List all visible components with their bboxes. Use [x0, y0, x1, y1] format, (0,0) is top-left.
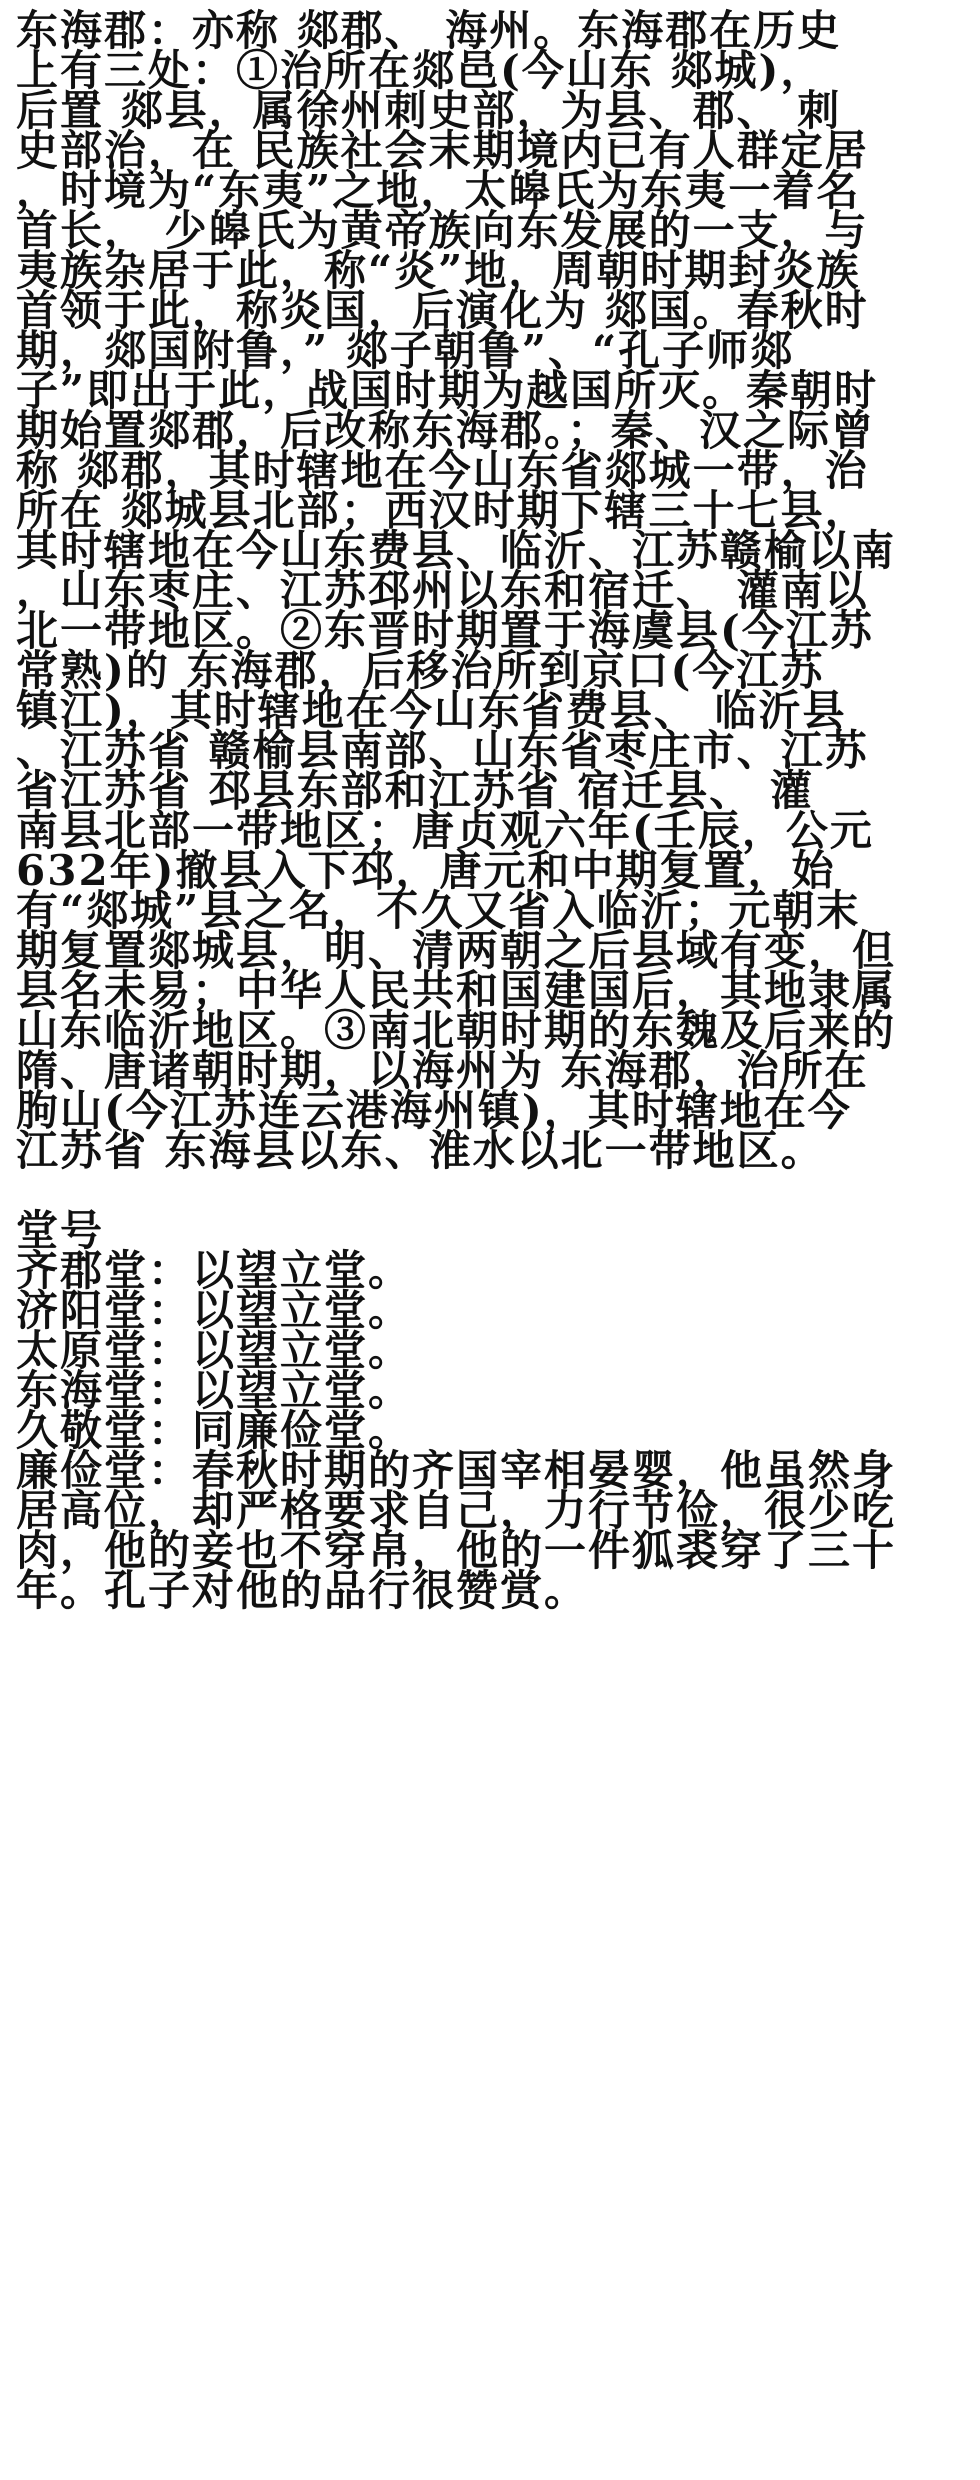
hall-line: 居高位，却严格要求自己，力行节俭，很少吃 — [16, 1486, 897, 1535]
hall-line: 年。孔子对他的品行很赞赏。 — [16, 1566, 589, 1615]
hall-line: 廉俭堂：春秋时期的齐国宰相晏婴，他虽然身 — [16, 1446, 897, 1495]
article-line: 首长， 少皞氏为黄帝族向东发展的一支，与 — [16, 206, 869, 255]
article-line: 有“郯城”县之名，不久又省入临沂；元朝末 — [16, 886, 861, 935]
hall-line: 东海堂：以望立堂。 — [16, 1366, 413, 1415]
article-line: 其时辖地在今山东费县、临沂、江苏赣榆以南 — [16, 526, 897, 575]
article-line: 东海郡：亦称 郯郡、 海州。东海郡在历史 — [16, 6, 842, 55]
article-line: 首领于此，称炎国，后演化为 郯国。春秋时 — [16, 286, 869, 335]
hall-line: 齐郡堂：以望立堂。 — [16, 1246, 413, 1295]
hall-line: 久敬堂：同廉俭堂。 — [16, 1406, 413, 1455]
hall-line: 济阳堂：以望立堂。 — [16, 1286, 413, 1335]
article-line: 、江苏省 赣榆县南部、山东省枣庄市、江苏 — [16, 726, 869, 775]
article-line: 史部治，在 民族社会末期境内已有人群定居 — [16, 126, 869, 175]
article-line: 隋、唐诸朝时期，以海州为 东海郡，治所在 — [16, 1046, 869, 1095]
article-line: 子”即出于此，战国时期为越国所灭。秦朝时 — [16, 366, 879, 415]
article-line: ，时境为“东夷”之地，太皞氏为东夷一着名 — [16, 166, 861, 215]
article-line: 江苏省 东海县以东、淮水以北一带地区。 — [16, 1126, 825, 1175]
article-line: 镇江)，其时辖地在今山东省费县、 临沂县 — [16, 686, 847, 735]
article-line: 632年)撤县入下邳，唐元和中期复置，始 — [16, 846, 836, 895]
article-line: 所在 郯城县北部；西汉时期下辖三十七县， — [16, 486, 869, 535]
article-line: ，山东枣庄、江苏邳州以东和宿迁、 灌南以 — [16, 566, 869, 615]
article-line: 后置 郯县，属徐州刺史部，为县、郡、 刺 — [16, 86, 842, 135]
article-line: 山东临沂地区。③南北朝时期的东魏及后来的 — [16, 1006, 897, 1055]
article-line: 北一带地区。②东晋时期置于海虞县(今江苏 — [16, 606, 874, 655]
section-heading: 堂号 — [16, 1206, 105, 1255]
article-line: 期，郯国附鲁，” 郯子朝鲁”、“孔子师郯 — [16, 326, 795, 375]
article-line: 夷族杂居于此，称“炎”地，周朝时期封炎族 — [16, 246, 861, 295]
hall-line: 肉，他的妾也不穿帛，他的一件狐裘穿了三十 — [16, 1526, 897, 1575]
article-line: 上有三处：①治所在郯邑(今山东 郯城)， — [16, 46, 825, 95]
article-line: 常熟)的 东海郡，后移治所到京口(今江苏 — [16, 646, 825, 695]
article-line: 省江苏省 邳县东部和江苏省 宿迁县、 灌 — [16, 766, 814, 815]
article-line: 称 郯郡，其时辖地在今山东省郯城一带，治 — [16, 446, 869, 495]
hall-line: 太原堂：以望立堂。 — [16, 1326, 413, 1375]
article-line: 南县北部一带地区；唐贞观六年(壬辰，公元 — [16, 806, 874, 855]
article-line: 期复置郯城县，明、清两朝之后县域有变，但 — [16, 926, 897, 975]
article-line: 朐山(今江苏连云港海州镇)，其时辖地在今 — [16, 1086, 852, 1135]
article-line: 县名未易；中华人民共和国建国后，其地隶属 — [16, 966, 897, 1015]
article-line: 期始置郯郡，后改称东海郡。；秦、汉之际曾 — [16, 406, 876, 455]
